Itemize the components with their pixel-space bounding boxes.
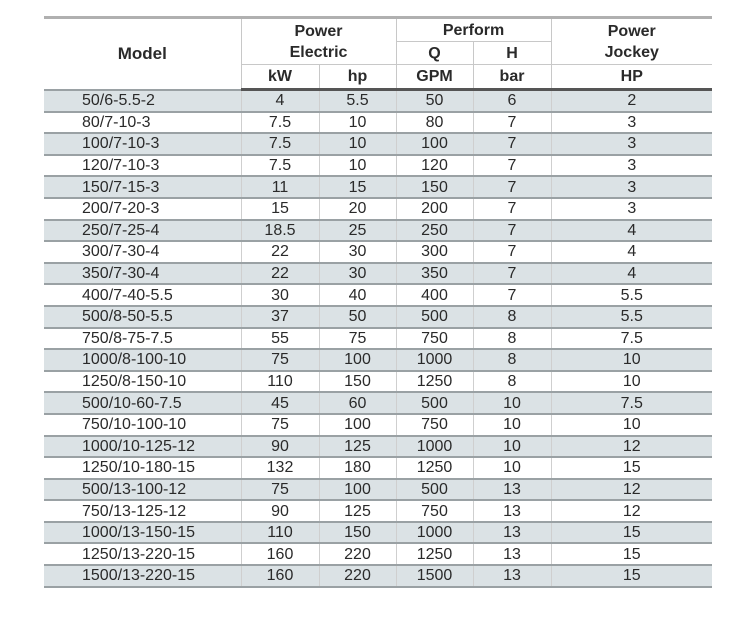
- cell-jockey: 4: [551, 220, 712, 242]
- cell-bar: 10: [473, 414, 551, 436]
- header-bar: bar: [473, 65, 551, 90]
- cell-model: 300/7-30-4: [82, 243, 160, 261]
- table-row: [44, 284, 712, 306]
- cell-jockey: 3: [551, 112, 712, 134]
- cell-model: 50/6-5.5-2: [44, 90, 241, 112]
- cell-hp: 5.5: [319, 90, 396, 112]
- cell-model: 750/8-75-7.5: [82, 329, 173, 347]
- cell-hp: 220: [319, 543, 396, 565]
- cell-jockey: 5.5: [551, 306, 712, 328]
- cell-bar: 10: [473, 457, 551, 479]
- cell-gpm: 100: [396, 133, 473, 155]
- cell-jockey: 10: [551, 371, 712, 393]
- cell-hp: 60: [319, 392, 396, 414]
- cell-hp: 40: [319, 284, 396, 306]
- cell-hp: 15: [319, 176, 396, 198]
- cell-hp: 125: [319, 436, 396, 458]
- cell-hp: 20: [319, 198, 396, 220]
- cell-bar: 7: [473, 241, 551, 263]
- cell-bar: 7: [473, 112, 551, 134]
- cell-jockey: 10: [551, 414, 712, 436]
- cell-hp: 180: [319, 457, 396, 479]
- cell-gpm: 500: [396, 306, 473, 328]
- cell-gpm: 1000: [396, 436, 473, 458]
- table-row: [44, 500, 712, 522]
- header-jockey-hp: HP: [551, 65, 712, 90]
- cell-jockey: 12: [551, 436, 712, 458]
- cell-jockey: 3: [551, 133, 712, 155]
- cell-hp: 220: [319, 565, 396, 587]
- table-row: [44, 220, 712, 242]
- cell-hp: 75: [319, 328, 396, 350]
- cell-gpm: 120: [396, 155, 473, 177]
- cell-model: 750/10-100-10: [82, 416, 187, 434]
- cell-model: 350/7-30-4: [44, 263, 241, 285]
- cell-gpm: 50: [396, 90, 473, 112]
- header-q: Q: [396, 42, 473, 65]
- cell-kw: 160: [241, 565, 319, 587]
- cell-gpm: 400: [396, 284, 473, 306]
- cell-gpm: 200: [396, 198, 473, 220]
- cell-bar: 10: [473, 392, 551, 414]
- header-gpm: GPM: [396, 65, 473, 90]
- table-row: [44, 241, 712, 263]
- cell-hp: 150: [319, 522, 396, 544]
- cell-gpm: 1250: [396, 543, 473, 565]
- cell-kw: 75: [241, 479, 319, 501]
- cell-gpm: 500: [396, 479, 473, 501]
- table-row: [44, 479, 712, 501]
- cell-jockey: 15: [551, 457, 712, 479]
- cell-kw: 110: [241, 522, 319, 544]
- cell-jockey: 2: [551, 90, 712, 112]
- table-row: [44, 392, 712, 414]
- cell-jockey: 5.5: [551, 284, 712, 306]
- table-body: [44, 90, 712, 587]
- cell-bar: 13: [473, 565, 551, 587]
- cell-gpm: 150: [396, 176, 473, 198]
- cell-jockey: 3: [551, 176, 712, 198]
- cell-model: 500/8-50-5.5: [44, 306, 241, 328]
- cell-gpm: 1000: [396, 349, 473, 371]
- table-row: [44, 522, 712, 544]
- cell-model: 500/13-100-12: [44, 479, 241, 501]
- cell-kw: 37: [241, 306, 319, 328]
- cell-gpm: 80: [396, 112, 473, 134]
- cell-jockey: 7.5: [551, 328, 712, 350]
- cell-model: 200/7-20-3: [82, 200, 160, 218]
- cell-hp: 30: [319, 263, 396, 285]
- cell-model: 250/7-25-4: [44, 220, 241, 242]
- cell-bar: 13: [473, 543, 551, 565]
- cell-hp: 100: [319, 479, 396, 501]
- cell-bar: 13: [473, 522, 551, 544]
- cell-model: 1250/13-220-15: [82, 545, 195, 563]
- cell-gpm: 250: [396, 220, 473, 242]
- cell-kw: 22: [241, 263, 319, 285]
- cell-hp: 10: [319, 133, 396, 155]
- cell-jockey: 15: [551, 543, 712, 565]
- cell-hp: 25: [319, 220, 396, 242]
- table-row: [44, 133, 712, 155]
- table-header: [44, 18, 712, 90]
- cell-bar: 7: [473, 133, 551, 155]
- cell-model: 80/7-10-3: [82, 113, 151, 131]
- cell-kw: 4: [241, 90, 319, 112]
- cell-model: 400/7-40-5.5: [82, 286, 173, 304]
- cell-kw: 132: [241, 457, 319, 479]
- cell-model: 150/7-15-3: [44, 176, 241, 198]
- cell-model: 500/10-60-7.5: [44, 392, 241, 414]
- cell-hp: 30: [319, 241, 396, 263]
- cell-jockey: 12: [551, 479, 712, 501]
- cell-gpm: 750: [396, 414, 473, 436]
- cell-bar: 6: [473, 90, 551, 112]
- cell-gpm: 500: [396, 392, 473, 414]
- table-row: [44, 263, 712, 285]
- cell-bar: 8: [473, 371, 551, 393]
- cell-kw: 7.5: [241, 133, 319, 155]
- table-row: [44, 328, 712, 350]
- pump-spec-table: [44, 16, 712, 588]
- cell-hp: 150: [319, 371, 396, 393]
- table-row: [44, 112, 712, 134]
- cell-jockey: 4: [551, 241, 712, 263]
- cell-model: 120/7-10-3: [82, 157, 160, 175]
- cell-gpm: 1250: [396, 457, 473, 479]
- cell-jockey: 15: [551, 522, 712, 544]
- cell-gpm: 1000: [396, 522, 473, 544]
- cell-gpm: 1500: [396, 565, 473, 587]
- cell-kw: 55: [241, 328, 319, 350]
- cell-hp: 50: [319, 306, 396, 328]
- table-row: [44, 371, 712, 393]
- table-row: [44, 457, 712, 479]
- cell-gpm: 300: [396, 241, 473, 263]
- cell-kw: 90: [241, 436, 319, 458]
- cell-jockey: 12: [551, 500, 712, 522]
- cell-model: 750/13-125-12: [82, 502, 187, 520]
- cell-hp: 100: [319, 414, 396, 436]
- table-row: [44, 543, 712, 565]
- cell-gpm: 350: [396, 263, 473, 285]
- header-model: Model: [44, 18, 241, 90]
- cell-hp: 125: [319, 500, 396, 522]
- header-hp: hp: [319, 65, 396, 90]
- cell-bar: 7: [473, 220, 551, 242]
- cell-bar: 8: [473, 328, 551, 350]
- table-row: [44, 565, 712, 587]
- cell-kw: 7.5: [241, 112, 319, 134]
- table-row: [44, 176, 712, 198]
- cell-jockey: 7.5: [551, 392, 712, 414]
- cell-kw: 22: [241, 241, 319, 263]
- cell-model: 100/7-10-3: [44, 133, 241, 155]
- cell-kw: 75: [241, 349, 319, 371]
- cell-hp: 10: [319, 112, 396, 134]
- table-row: [44, 306, 712, 328]
- cell-kw: 30: [241, 284, 319, 306]
- cell-kw: 18.5: [241, 220, 319, 242]
- cell-hp: 100: [319, 349, 396, 371]
- cell-bar: 7: [473, 263, 551, 285]
- cell-gpm: 750: [396, 500, 473, 522]
- cell-kw: 75: [241, 414, 319, 436]
- cell-model: 1250/10-180-15: [82, 459, 195, 477]
- cell-jockey: 10: [551, 349, 712, 371]
- table-row: [44, 198, 712, 220]
- cell-bar: 7: [473, 155, 551, 177]
- cell-model: 1000/13-150-15: [44, 522, 241, 544]
- table-row: [44, 155, 712, 177]
- cell-jockey: 15: [551, 565, 712, 587]
- cell-kw: 160: [241, 543, 319, 565]
- cell-model: 1000/10-125-12: [44, 436, 241, 458]
- table-row: [44, 90, 712, 112]
- cell-bar: 7: [473, 284, 551, 306]
- cell-bar: 7: [473, 176, 551, 198]
- cell-jockey: 3: [551, 198, 712, 220]
- cell-kw: 110: [241, 371, 319, 393]
- cell-bar: 13: [473, 500, 551, 522]
- cell-kw: 45: [241, 392, 319, 414]
- cell-bar: 8: [473, 306, 551, 328]
- cell-kw: 7.5: [241, 155, 319, 177]
- header-power-electric: Power Electric: [241, 18, 396, 65]
- cell-bar: 10: [473, 436, 551, 458]
- header-perform: Perform: [396, 18, 551, 42]
- table-row: [44, 349, 712, 371]
- cell-kw: 90: [241, 500, 319, 522]
- cell-model: 1500/13-220-15: [44, 565, 241, 587]
- cell-bar: 8: [473, 349, 551, 371]
- cell-bar: 7: [473, 198, 551, 220]
- header-kw: kW: [241, 65, 319, 90]
- cell-jockey: 3: [551, 155, 712, 177]
- header-power-jockey: Power Jockey: [551, 18, 712, 65]
- cell-gpm: 1250: [396, 371, 473, 393]
- table-row: [44, 414, 712, 436]
- cell-hp: 10: [319, 155, 396, 177]
- table-row: [44, 436, 712, 458]
- cell-kw: 15: [241, 198, 319, 220]
- cell-model: 1000/8-100-10: [44, 349, 241, 371]
- cell-model: 1250/8-150-10: [82, 373, 187, 391]
- cell-bar: 13: [473, 479, 551, 501]
- header-h: H: [473, 42, 551, 65]
- cell-kw: 11: [241, 176, 319, 198]
- cell-jockey: 4: [551, 263, 712, 285]
- cell-gpm: 750: [396, 328, 473, 350]
